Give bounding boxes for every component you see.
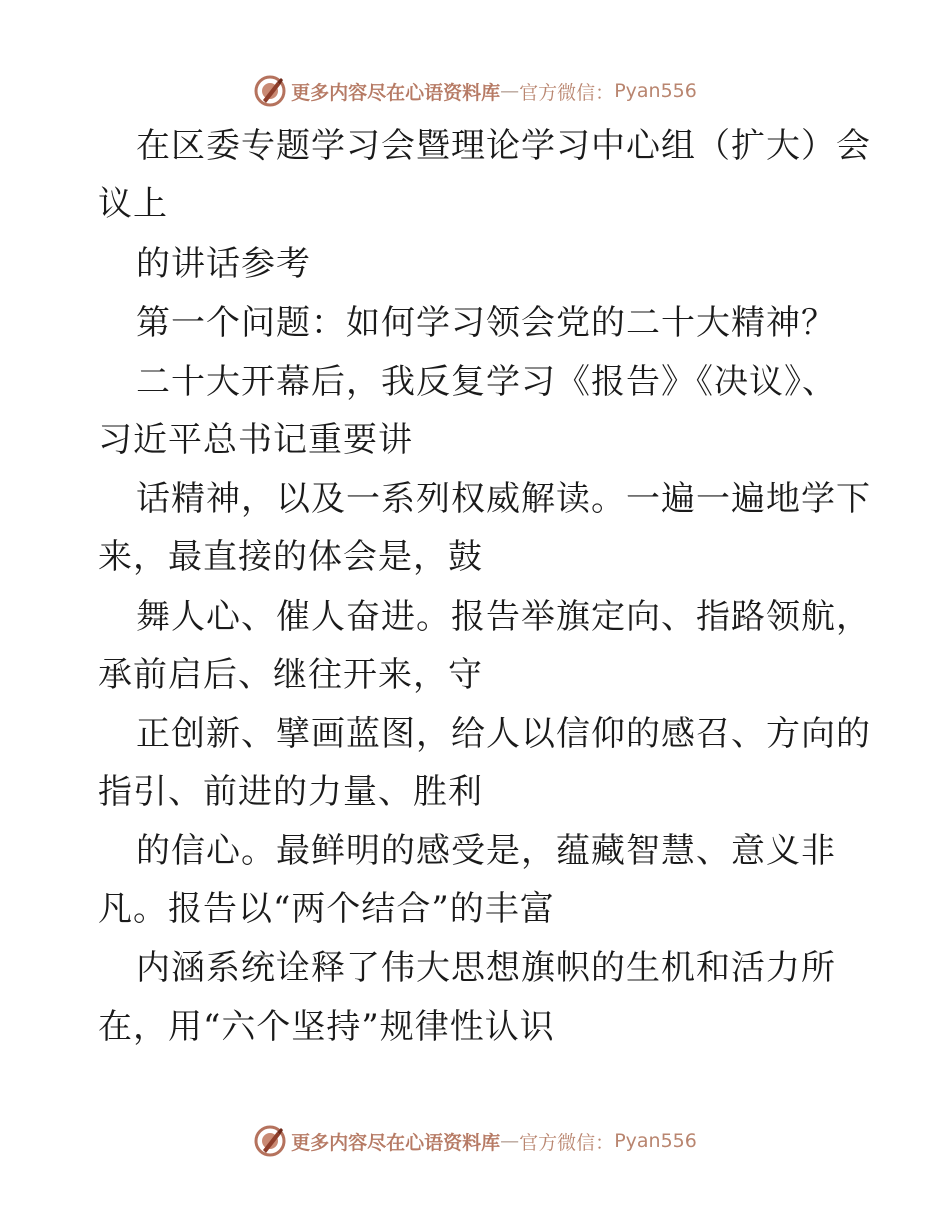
pen-logo-icon (253, 74, 287, 108)
text-line: 习近平总书记重要讲 (98, 420, 413, 460)
text-line: 指引、前进的力量、胜利 (98, 772, 483, 812)
banner-wechat-id: Pyan556 (614, 80, 697, 102)
text-line: 舞人心、催人奋进。报告举旗定向、指路领航， (136, 597, 871, 637)
text-line: 二十大开幕后，我反复学习《报告》《决议》、 (136, 362, 837, 402)
banner-wechat-label: 官方微信： (519, 1131, 615, 1154)
footer-banner (0, 1121, 950, 1161)
text-line: 话精神，以及一系列权威解读。一遍一遍地学下 (136, 479, 871, 519)
text-line: 在，用“六个坚持”规律性认识 (98, 1007, 555, 1047)
banner-wechat-label: 官方微信： (519, 81, 615, 104)
text-line: 的讲话参考 (136, 244, 311, 284)
banner-separator: — (500, 1130, 520, 1152)
banner-wechat-id: Pyan556 (614, 1130, 697, 1152)
banner-separator: — (500, 80, 520, 102)
text-line: 承前启后、继往开来，守 (98, 655, 483, 695)
header-banner (0, 71, 950, 111)
banner-brand: 更多内容尽在心语资料库 (291, 81, 501, 104)
text-line: 第一个问题：如何学习领会党的二十大精神？ (136, 303, 836, 343)
text-line: 议上 (98, 184, 168, 224)
pen-logo-icon (253, 1124, 287, 1158)
text-line: 凡。报告以“两个结合”的丰富 (98, 889, 555, 929)
text-line: 的信心。最鲜明的感受是，蕴藏智慧、意义非 (136, 831, 836, 871)
text-line: 来，最直接的体会是，鼓 (98, 537, 483, 577)
text-line: 正创新、擘画蓝图，给人以信仰的感召、方向的 (136, 714, 871, 754)
banner-brand: 更多内容尽在心语资料库 (291, 1131, 501, 1154)
text-line: 在区委专题学习会暨理论学习中心组（扩大）会 (136, 126, 871, 166)
text-line: 内涵系统诠释了伟大思想旗帜的生机和活力所 (136, 948, 836, 988)
